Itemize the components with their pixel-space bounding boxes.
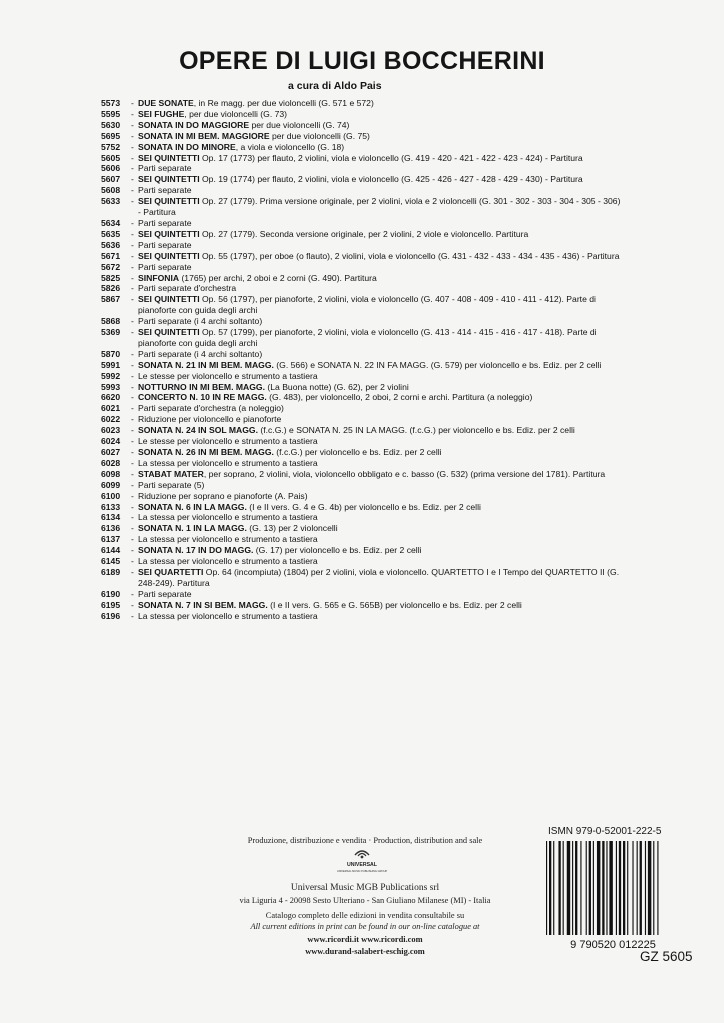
- catalog-entry: [101, 589, 621, 600]
- entry-details: (G. 566) e SONATA N. 22 IN FA MAGG. (G. 579) per violoncello e bs. Ediz. per 2 celli: [273, 359, 602, 370]
- entry-description: [138, 425, 621, 436]
- entry-code: 6022: [101, 414, 121, 425]
- entry-details: (1765) per archi, 2 oboi e 2 corni (G. 490). Partitura: [179, 272, 377, 283]
- catalog-entry: [101, 436, 621, 447]
- entry-dash: -: [131, 425, 134, 436]
- entry-code: 6024: [101, 436, 121, 447]
- entry-details: , per due violoncelli (G. 73): [184, 108, 288, 119]
- entry-title: SEI FUGHE: [138, 108, 185, 119]
- entry-title: SINFONIA: [138, 272, 180, 283]
- entry-dash: -: [131, 534, 134, 545]
- entry-description: [138, 403, 621, 414]
- barcode-bar: [657, 841, 658, 935]
- barcode-bar: [616, 841, 617, 935]
- entry-dash: -: [131, 436, 134, 447]
- catalog-entry: [101, 196, 621, 218]
- catalog-entry: [101, 480, 621, 491]
- catalog-entry: [101, 600, 621, 611]
- entry-code: 5672: [101, 261, 121, 272]
- entry-description: [138, 458, 621, 469]
- entry-description: [138, 447, 621, 458]
- barcode-digits: 9 790520 012225: [570, 939, 656, 951]
- entry-title: SEI QUINTETTI: [138, 294, 200, 305]
- entry-code: 6190: [101, 588, 121, 599]
- barcode-bar: [606, 841, 607, 935]
- entry-details: Le stesse per violoncello e strumento a tastiera: [138, 370, 318, 381]
- entry-title: SONATA IN DO MINORE: [138, 141, 236, 152]
- catalog-entry: [101, 458, 621, 469]
- entry-title: STABAT MATER: [138, 468, 204, 479]
- entry-code: 5605: [101, 152, 121, 163]
- entry-details: (I e II vers. G. 4 e G. 4b) per violoncello e bs. Ediz. per 2 celli: [246, 501, 481, 512]
- barcode-bar: [597, 841, 600, 935]
- entry-dash: -: [131, 141, 134, 152]
- entry-details: , per soprano, 2 violini, viola, violoncello obbligato e c. basso (G. 532) (prima versione del 1781). Partitura: [203, 468, 606, 479]
- catalog-entry: [101, 382, 621, 393]
- entry-details: Op. 64 (incompiuta) (1804) per 2 violini, viola e violoncello. QUARTETTO I e I Tempo del QUARTETTO II (G. 248-249). Partitura: [138, 566, 620, 588]
- entry-details: (f.c.G.) per violoncello e bs. Ediz. per 2 celli: [273, 447, 442, 457]
- entry-details: Parti separate: [138, 239, 192, 250]
- entry-dash: -: [131, 185, 134, 196]
- catalog-entry: [101, 414, 621, 425]
- entry-details: Op. 17 (1773) per flauto, 2 violini, viola e violoncello (G. 419 - 420 - 421 - 422 - 423 - 424) - Partitura: [199, 152, 583, 163]
- entry-dash: -: [131, 566, 134, 577]
- website-links: www.ricordi.it www.ricordi.com: [307, 935, 423, 944]
- barcode-bar: [563, 841, 564, 935]
- entry-dash: -: [131, 283, 134, 294]
- entry-dash: -: [131, 501, 134, 512]
- entry-code: 5993: [101, 381, 121, 392]
- entry-details: La stessa per violoncello e strumento a tastiera: [138, 534, 318, 545]
- entry-description: [138, 229, 621, 240]
- entry-dash: -: [131, 348, 134, 359]
- entry-code: 5635: [101, 228, 121, 239]
- entry-code: 5870: [101, 348, 121, 359]
- publisher-name: Universal Music MGB Publications srl: [290, 883, 440, 893]
- entry-code: 5608: [101, 185, 121, 196]
- entry-title: CONCERTO N. 10 IN RE MAGG.: [138, 392, 267, 403]
- catalog-note-en: All current editions in print can be found in our on-line catalogue at: [250, 922, 480, 931]
- entry-code: 5606: [101, 163, 121, 174]
- entry-dash: -: [131, 545, 134, 556]
- entry-description: [138, 502, 621, 513]
- entry-description: [138, 589, 621, 600]
- entry-title: SONATA N. 24 IN SOL MAGG.: [138, 425, 259, 436]
- catalog-entry: [101, 240, 621, 251]
- entry-dash: -: [131, 108, 134, 119]
- entry-dash: -: [131, 130, 134, 141]
- barcode-bar: [632, 841, 633, 935]
- entry-dash: -: [131, 599, 134, 610]
- entry-description: [138, 360, 621, 371]
- catalog-entry: [101, 360, 621, 371]
- entry-dash: -: [131, 250, 134, 261]
- entry-dash: -: [131, 294, 134, 305]
- entry-details: (I e II vers. G. 565 e G. 565B) per violoncello e bs. Ediz. per 2 celli: [267, 599, 522, 610]
- entry-code: 6100: [101, 490, 121, 501]
- entry-description: [138, 327, 621, 349]
- catalog-entry: [101, 98, 621, 109]
- entry-description: [138, 131, 621, 142]
- catalog-entry: [101, 534, 621, 545]
- catalog-entry: [101, 131, 621, 142]
- catalog-entry: [101, 327, 621, 349]
- entry-details: Parti separate: [138, 217, 192, 228]
- entry-dash: -: [131, 468, 134, 479]
- catalog-entry: [101, 512, 621, 523]
- entry-dash: -: [131, 447, 134, 457]
- entry-dash: -: [131, 152, 134, 163]
- entry-description: [138, 240, 621, 251]
- catalog-entry: [101, 251, 621, 262]
- entry-dash: -: [131, 163, 134, 174]
- barcode-bar: [580, 841, 581, 935]
- entry-description: [138, 436, 621, 447]
- entry-description: [138, 163, 621, 174]
- entry-description: [138, 382, 621, 393]
- catalog-entry: [101, 371, 621, 382]
- entry-title: SEI QUINTETTI: [138, 196, 200, 207]
- page-subtitle: a cura di Aldo Pais: [288, 80, 382, 92]
- entry-code: 5633: [101, 196, 121, 207]
- catalog-entry: [101, 262, 621, 273]
- entry-dash: -: [131, 523, 134, 534]
- entry-details: (G. 483), per violoncello, 2 oboi, 2 corni e archi. Partitura (a noleggio): [266, 392, 533, 403]
- entry-details: Op. 19 (1774) per flauto, 2 violini, viola e violoncello (G. 425 - 426 - 427 - 428 - 429 - 430) - Partitura: [199, 174, 583, 185]
- production-note: Produzione, distribuzione e vendita · Production, distribution and sale: [247, 836, 483, 845]
- catalog-note-it: Catalogo completo delle edizioni in vendita consultabile su: [265, 911, 465, 920]
- entry-dash: -: [131, 359, 134, 370]
- barcode-bar: [637, 841, 638, 935]
- entry-description: [138, 534, 621, 545]
- barcode-bar: [575, 841, 577, 935]
- entry-details: Parti separate: [138, 185, 192, 196]
- entry-description: [138, 185, 621, 196]
- entry-details: (La Buona notte) (G. 62), per 2 violini: [265, 381, 409, 392]
- catalog-entry: [101, 392, 621, 403]
- barcode-bar: [586, 841, 587, 935]
- catalog-entry: [101, 163, 621, 174]
- entry-title: SONATA IN DO MAGGIORE: [138, 119, 250, 130]
- catalog-entry: [101, 523, 621, 534]
- entry-title: SONATA N. 21 IN MI BEM. MAGG.: [138, 359, 274, 370]
- entry-dash: -: [131, 261, 134, 272]
- ismn-number: ISMN 979-0-52001-222-5: [548, 826, 662, 837]
- entry-dash: -: [131, 239, 134, 250]
- barcode-icon: [538, 841, 688, 951]
- entry-title: SONATA N. 1 IN LA MAGG.: [138, 523, 247, 534]
- entry-description: [138, 600, 621, 611]
- barcode-bar: [653, 841, 654, 935]
- barcode-bar: [589, 841, 591, 935]
- entry-code: 5573: [101, 98, 121, 108]
- entry-code: 6136: [101, 523, 121, 534]
- entry-description: [138, 545, 621, 556]
- catalog-entry: [101, 218, 621, 229]
- entry-code: 5825: [101, 272, 121, 283]
- entry-description: [138, 196, 621, 218]
- entry-description: [138, 273, 621, 284]
- catalog-entry: [101, 502, 621, 513]
- catalog-entry: [101, 556, 621, 567]
- entry-dash: -: [131, 403, 134, 414]
- entry-description: [138, 142, 621, 153]
- entry-dash: -: [131, 381, 134, 392]
- entry-description: [138, 218, 621, 229]
- catalog-entry: [101, 469, 621, 480]
- entry-dash: -: [131, 479, 134, 490]
- entry-code: 5369: [101, 327, 121, 338]
- entry-details: (f.c.G.) e SONATA N. 25 IN LA MAGG. (f.c.G.) per violoncello e bs. Ediz. per 2 celli: [258, 425, 575, 436]
- entry-code: 6134: [101, 512, 121, 523]
- entry-description: [138, 98, 621, 109]
- entry-code: 6021: [101, 403, 121, 414]
- catalog-entry: [101, 545, 621, 556]
- entry-code: 5630: [101, 119, 121, 130]
- entry-title: SEI QUINTETTI: [138, 327, 200, 338]
- entry-code: 6144: [101, 545, 121, 556]
- entry-title: SEI QUINTETTI: [138, 152, 200, 163]
- entry-code: 6189: [101, 566, 121, 577]
- entry-details: Op. 56 (1797), per pianoforte, 2 violini, viola e violoncello (G. 407 - 408 - 409 - 410 - 411 - 412). Parte di pianoforte con guida degli archi: [138, 294, 596, 316]
- entry-dash: -: [131, 370, 134, 381]
- entry-code: 5752: [101, 141, 121, 152]
- entry-code: 5636: [101, 239, 121, 250]
- entry-title: DUE SONATE: [138, 98, 194, 108]
- entry-dash: -: [131, 228, 134, 239]
- entry-dash: -: [131, 196, 134, 207]
- entry-code: 5671: [101, 250, 121, 261]
- entry-details: Riduzione per violoncello e pianoforte: [138, 414, 282, 425]
- entry-details: Op. 55 (1797), per oboe (o flauto), 2 violini, viola e violoncello (G. 431 - 432 - 433 - 434 - 435 - 436) - Partitura: [199, 250, 620, 261]
- publisher-address: via Liguria 4 - 20098 Sesto Ulteriano - San Giuliano Milanese (MI) - Italia: [239, 896, 491, 905]
- entry-details: Riduzione per soprano e pianoforte (A. Pais): [138, 490, 308, 501]
- catalog-entry: [101, 109, 621, 120]
- catalog-entry: [101, 316, 621, 327]
- entry-code: 6027: [101, 447, 121, 457]
- barcode-bar: [627, 841, 628, 935]
- catalog-entry: [101, 120, 621, 131]
- entry-details: Parti separate: [138, 261, 192, 272]
- entry-description: [138, 512, 621, 523]
- catalog-entry: [101, 491, 621, 502]
- entry-dash: -: [131, 457, 134, 468]
- entry-code: 6133: [101, 501, 121, 512]
- barcode-bar: [567, 841, 570, 935]
- catalog-entry: [101, 153, 621, 164]
- catalog-entry: [101, 611, 621, 622]
- entry-dash: -: [131, 174, 134, 185]
- catalog-list: [101, 98, 621, 622]
- entry-description: [138, 120, 621, 131]
- catalog-entry: [101, 294, 621, 316]
- catalog-entry: [101, 349, 621, 360]
- entry-dash: -: [131, 588, 134, 599]
- entry-dash: -: [131, 512, 134, 523]
- entry-dash: -: [131, 414, 134, 425]
- barcode-bar: [623, 841, 625, 935]
- entry-title: SEI QUINTETTI: [138, 228, 200, 239]
- entry-code: 6028: [101, 457, 121, 468]
- entry-code: 6098: [101, 468, 121, 479]
- entry-title: SONATA N. 26 IN MI BEM. MAGG.: [138, 447, 274, 457]
- catalog-entry: [101, 283, 621, 294]
- catalog-code: GZ 5605: [640, 949, 693, 964]
- entry-code: 6023: [101, 425, 121, 436]
- entry-details: Parti separate d'orchestra: [138, 283, 237, 294]
- entry-description: [138, 556, 621, 567]
- entry-description: [138, 174, 621, 185]
- entry-code: 5992: [101, 370, 121, 381]
- entry-code: 6099: [101, 479, 121, 490]
- entry-description: [138, 316, 621, 327]
- entry-code: 6196: [101, 610, 121, 621]
- entry-description: [138, 414, 621, 425]
- entry-code: 5826: [101, 283, 121, 294]
- catalog-entry: [101, 174, 621, 185]
- barcode-bar: [549, 841, 551, 935]
- entry-title: SONATA IN MI BEM. MAGGIORE: [138, 130, 270, 141]
- catalog-entry: [101, 273, 621, 284]
- entry-details: , in Re magg. per due violoncelli (G. 571 e 572): [193, 98, 374, 108]
- entry-title: SEI QUARTETTI: [138, 566, 204, 577]
- catalog-entry: [101, 229, 621, 240]
- catalog-entry: [101, 185, 621, 196]
- entry-code: 6195: [101, 599, 121, 610]
- entry-description: [138, 294, 621, 316]
- entry-description: [138, 371, 621, 382]
- entry-dash: -: [131, 556, 134, 567]
- entry-details: Op. 27 (1779). Seconda versione originale, per 2 violini, 2 viole e violoncello. Partitura: [199, 228, 529, 239]
- entry-details: per due violoncelli (G. 74): [249, 119, 350, 130]
- entry-title: SONATA N. 7 IN SI BEM. MAGG.: [138, 599, 268, 610]
- entry-title: SONATA N. 6 IN LA MAGG.: [138, 501, 247, 512]
- entry-details: Op. 57 (1799), per pianoforte, 2 violini, viola e violoncello (G. 413 - 414 - 415 - 416 - 417 - 418). Parte di pianoforte con guida degli archi: [138, 327, 597, 348]
- barcode-bar: [593, 841, 594, 935]
- barcode-bar: [572, 841, 573, 935]
- entry-code: 5595: [101, 108, 121, 119]
- entry-code: 5695: [101, 130, 121, 141]
- entry-details: La stessa per violoncello e strumento a tastiera: [138, 610, 318, 621]
- entry-description: [138, 491, 621, 502]
- catalog-entry: [101, 403, 621, 414]
- entry-dash: -: [131, 272, 134, 283]
- entry-code: 5991: [101, 359, 121, 370]
- entry-code: 5634: [101, 217, 121, 228]
- barcode-bar: [619, 841, 621, 935]
- entry-details: La stessa per violoncello e strumento a tastiera: [138, 512, 318, 523]
- entry-description: [138, 392, 621, 403]
- entry-details: Parti separate (i 4 archi soltanto): [138, 316, 263, 327]
- barcode-bar: [553, 841, 554, 935]
- barcode-bar: [640, 841, 642, 935]
- entry-details: Parti separate: [138, 588, 192, 599]
- entry-description: [138, 283, 621, 294]
- catalog-entry: [101, 142, 621, 153]
- entry-details: Op. 27 (1779). Prima versione originale, per 2 violini, viola e 2 violoncelli (G. 301 - 302 - 303 - 304 - 305 - 306) - Partitura: [138, 196, 621, 218]
- barcode-bar: [648, 841, 651, 935]
- logo-subtext: UNIVERSAL MUSIC PUBLISHING GROUP: [336, 870, 388, 873]
- entry-dash: -: [131, 490, 134, 501]
- entry-details: (G. 13) per 2 violoncelli: [246, 523, 338, 534]
- barcode-bar: [546, 841, 547, 935]
- entry-title: SONATA N. 17 IN DO MAGG.: [138, 545, 254, 556]
- entry-code: 5868: [101, 316, 121, 327]
- entry-details: Parti separate: [138, 163, 192, 174]
- barcode-bar: [602, 841, 604, 935]
- entry-code: 6137: [101, 534, 121, 545]
- entry-dash: -: [131, 610, 134, 621]
- entry-code: 6620: [101, 392, 121, 403]
- page-title: OPERE DI LUIGI BOCCHERINI: [179, 47, 545, 75]
- universal-logo-icon: [336, 848, 388, 878]
- website-link-durand: www.durand-salabert-eschig.com: [305, 947, 425, 956]
- entry-details: Parti separate (i 4 archi soltanto): [138, 348, 263, 359]
- barcode-bar: [558, 841, 560, 935]
- entry-details: Le stesse per violoncello e strumento a tastiera: [138, 436, 318, 447]
- entry-description: [138, 567, 621, 589]
- entry-title: NOTTURNO IN MI BEM. MAGG.: [138, 381, 265, 392]
- entry-details: (G. 17) per violoncello e bs. Ediz. per 2 celli: [253, 545, 422, 556]
- entry-dash: -: [131, 392, 134, 403]
- catalog-entry: [101, 447, 621, 458]
- entry-details: Parti separate d'orchestra (a noleggio): [138, 403, 284, 414]
- entry-description: [138, 611, 621, 622]
- entry-code: 6145: [101, 556, 121, 567]
- entry-dash: -: [131, 316, 134, 327]
- entry-code: 5607: [101, 174, 121, 185]
- barcode-bar: [645, 841, 646, 935]
- entry-description: [138, 251, 621, 262]
- barcode-bar: [609, 841, 612, 935]
- catalog-entry: [101, 567, 621, 589]
- logo-text: UNIVERSAL: [347, 862, 377, 868]
- entry-details: La stessa per violoncello e strumento a tastiera: [138, 556, 318, 567]
- entry-description: [138, 349, 621, 360]
- entry-code: 5867: [101, 294, 121, 305]
- entry-description: [138, 480, 621, 491]
- entry-details: La stessa per violoncello e strumento a tastiera: [138, 457, 318, 468]
- entry-dash: -: [131, 327, 134, 338]
- entry-dash: -: [131, 119, 134, 130]
- entry-description: [138, 109, 621, 120]
- entry-details: per due violoncelli (G. 75): [269, 130, 370, 141]
- entry-details: Parti separate (5): [138, 479, 205, 490]
- entry-description: [138, 153, 621, 164]
- catalog-entry: [101, 425, 621, 436]
- entry-title: SEI QUINTETTI: [138, 250, 200, 261]
- entry-description: [138, 262, 621, 273]
- entry-details: , a viola e violoncello (G. 18): [235, 141, 345, 152]
- entry-description: [138, 469, 621, 480]
- entry-title: SEI QUINTETTI: [138, 174, 200, 185]
- entry-dash: -: [131, 217, 134, 228]
- entry-dash: -: [131, 98, 134, 108]
- entry-description: [138, 523, 621, 534]
